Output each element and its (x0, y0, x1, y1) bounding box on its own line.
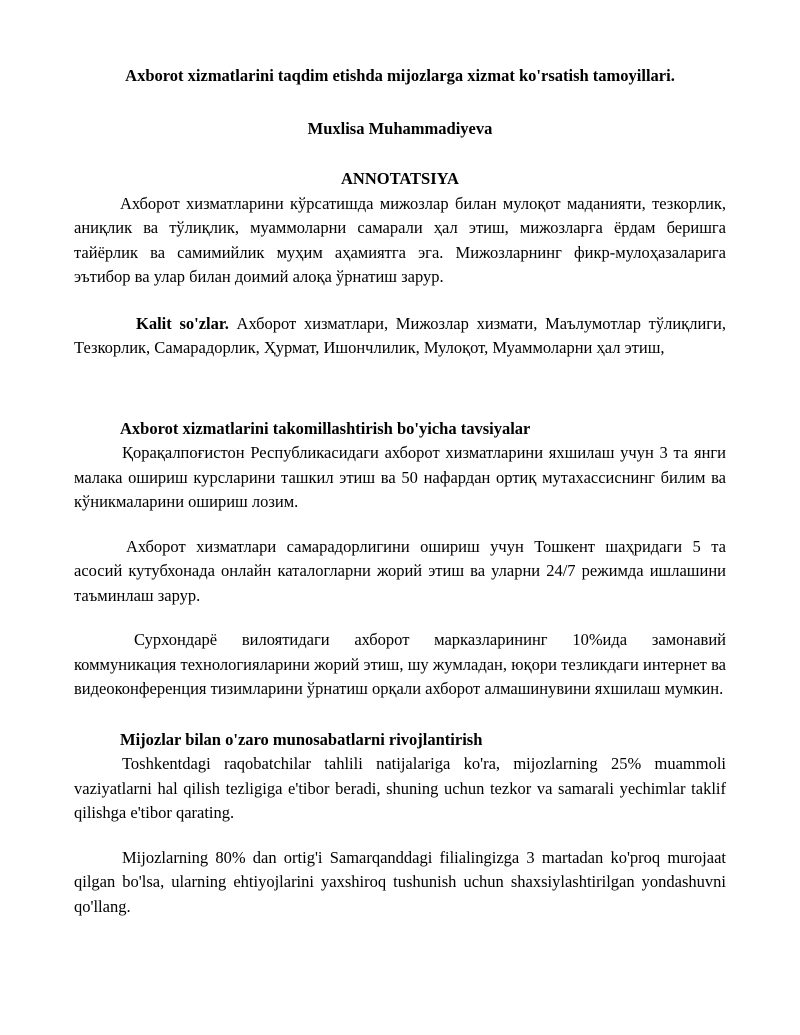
section2-paragraph: Toshkentdagi raqobatchilar tahlili natijalariga ko'ra, mijozlarning 25% muammoli vaziyatlarni hal qilish tezligiga e'tibor beradi, shuning uchun tezkor va samarali yechimlar taklif qilishga e'tibor qarating. (74, 754, 726, 822)
keywords-label: Kalit so'zlar. (136, 313, 229, 333)
annotation-heading: ANNOTATSIYA (341, 169, 459, 188)
section1-paragraph: Сурхондарё вилоятидаги ахборот марказларининг 10%ида замонавий коммуникация технологияларини жорий этиш, шу жумладан, юқори тезликдаги интернет ва видеоконференция тизимларини ўрнатиш орқали ахборот алмашинувини яхшилаш мумкин. (74, 630, 726, 698)
section1-paragraph: Ахборот хизматлари самарадорлигини ошириш учун Тошкент шаҳридаги 5 та асосий кутубхонада онлайн каталогларни жорий этиш ва уларни 24/7 режимда ишлашини таъминлаш зарур. (74, 536, 726, 605)
document-title: Axborot xizmatlarini taqdim etishda mijozlarga xizmat ko'rsatish tamoyillari. (125, 66, 675, 85)
author-name: Muxlisa Muhammadiyeva (307, 118, 493, 138)
section-heading-client-relations: Mijozlar bilan o'zaro munosabatlarni rivojlantirish (120, 729, 483, 749)
section1-paragraph: Қорақалпоғистон Республикасидаги ахборот хизматларини яхшилаш учун 3 та янги малака ошириш курсларини ташкил этиш ва 50 нафардан ортиқ мутахассиснинг билим ва кўникмаларини ошириш лозим. (74, 443, 726, 511)
section-heading-recommendations: Axborot xizmatlarini takomillashtirish bo'yicha tavsiyalar (120, 418, 531, 438)
keywords-list: Ахборот хизматлари, Мижозлар хизмати, Маълумотлар тўлиқлиги, Тезкорлик, Самарадорлик, Ҳурмат, Ишончлилик, Мулоқот, Муаммоларни ҳал этиш, (74, 313, 726, 357)
section2-paragraph: Mijozlarning 80% dan ortig'i Samarqanddagi filialingizga 3 martadan ko'proq murojaat qilgan bo'lsa, ularning ehtiyojlarini yaxshiroq tushunish uchun shaxsiylashtirilgan yondashuvni qo'llang. (74, 847, 726, 916)
keywords-paragraph (74, 312, 726, 361)
annotation-paragraph: Ахборот хизматларини кўрсатишда мижозлар билан мулоқот маданияти, тезкорлик, аниқлик ва тўлиқлик, муаммоларни самарали ҳал этиш, мижозларга ёрдам беришга тайёрлик ва самимийлик муҳим аҳамиятга эга. Мижозларнинг фикр-мулоҳазаларига эътибор ва улар билан доимий алоқа ўрнатиш зарур. (74, 193, 726, 286)
